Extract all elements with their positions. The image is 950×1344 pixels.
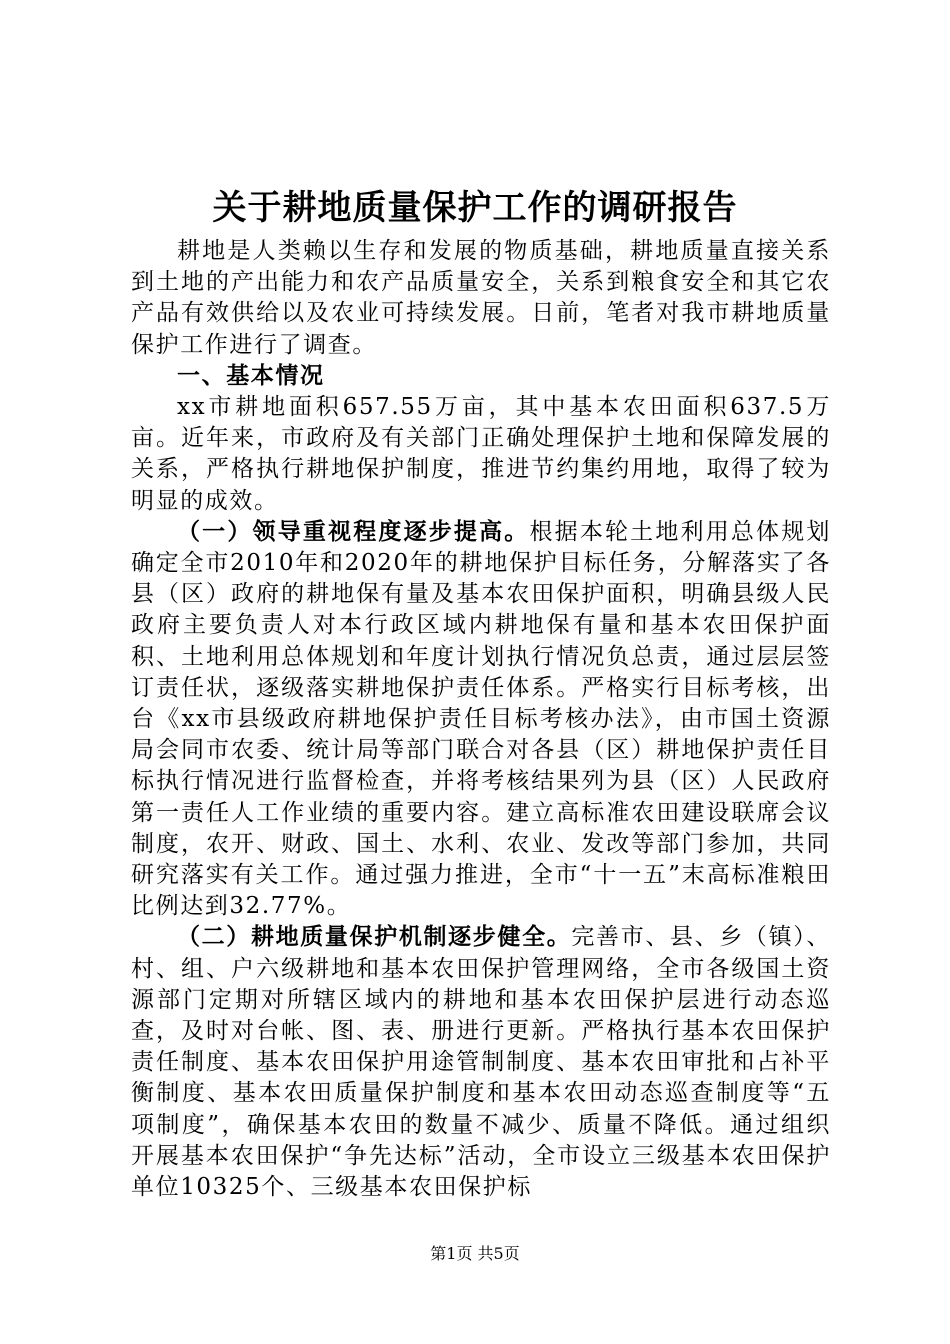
subsection2-text: 完善市、县、乡（镇）、村、组、户六级耕地和基本农田保护管理网络，全市各级国土资源部门定期对所辖区域内的耕地和基本农田保护层进行动态巡查，及时对台帐、图、表、册进行更新。严格执行基本农田保护责任制度、基本农田保护用途管制制度、基本农田审批和占补平衡制度、基本农田质量保护制度和基本农田动态巡查制度等“五项制度”，确保基本农田的数量不减少、质量不降低。通过组织开展基本农田保护“争先达标”活动，全市设立三级基本农田保护单位10325个、三级基本农田保护标 [131, 924, 831, 1201]
document-body [131, 236, 831, 1203]
page-number-footer: 第1页 共5页 [430, 1244, 520, 1263]
section1-paragraph: xx市耕地面积657.55万亩，其中基本农田面积637.5万亩。近年来，市政府及有关部门正确处理保护土地和保障发展的关系，严格执行耕地保护制度，推进节约集约用地，取得了较为明显的成效。 [131, 394, 831, 514]
subsection1-paragraph [131, 517, 831, 923]
subsection1-text: 根据本轮土地利用总体规划确定全市2010年和2020年的耕地保护目标任务，分解落实了各县（区）政府的耕地保有量及基本农田保护面积，明确县级人民政府主要负责人对本行政区域内耕地保有量和基本农田保护面积、土地利用总体规划和年度计划执行情况负总责，通过层层签订责任状，逐级落实耕地保护责任体系。严格实行目标考核，出台《xx市县级政府耕地保护责任目标考核办法》，由市国土资源局会同市农委、统计局等部门联合对各县（区）耕地保护责任目标执行情况进行监督检查，并将考核结果列为县（区）人民政府第一责任人工作业绩的重要内容。建立高标准农田建设联席会议制度，农开、财政、国土、水利、农业、发改等部门参加，共同研究落实有关工作。通过强力推进，全市“十一五”末高标准粮田比例达到32.77%。 [131, 518, 832, 920]
section-heading-basic-situation: 一、基本情况 [177, 362, 325, 389]
intro-paragraph: 耕地是人类赖以生存和发展的物质基础，耕地质量直接关系到土地的产出能力和农产品质量安全，关系到粮食安全和其它农产品有效供给以及农业可持续发展。日前，笔者对我市耕地质量保护工作进行了调查。 [131, 238, 831, 358]
subsection2-lead: （二）耕地质量保护机制逐步健全。 [177, 924, 572, 951]
subsection1-lead: （一）领导重视程度逐步提高。 [177, 518, 530, 545]
subsection2-paragraph [131, 922, 831, 1203]
document-title: 关于耕地质量保护工作的调研报告 [212, 188, 738, 228]
